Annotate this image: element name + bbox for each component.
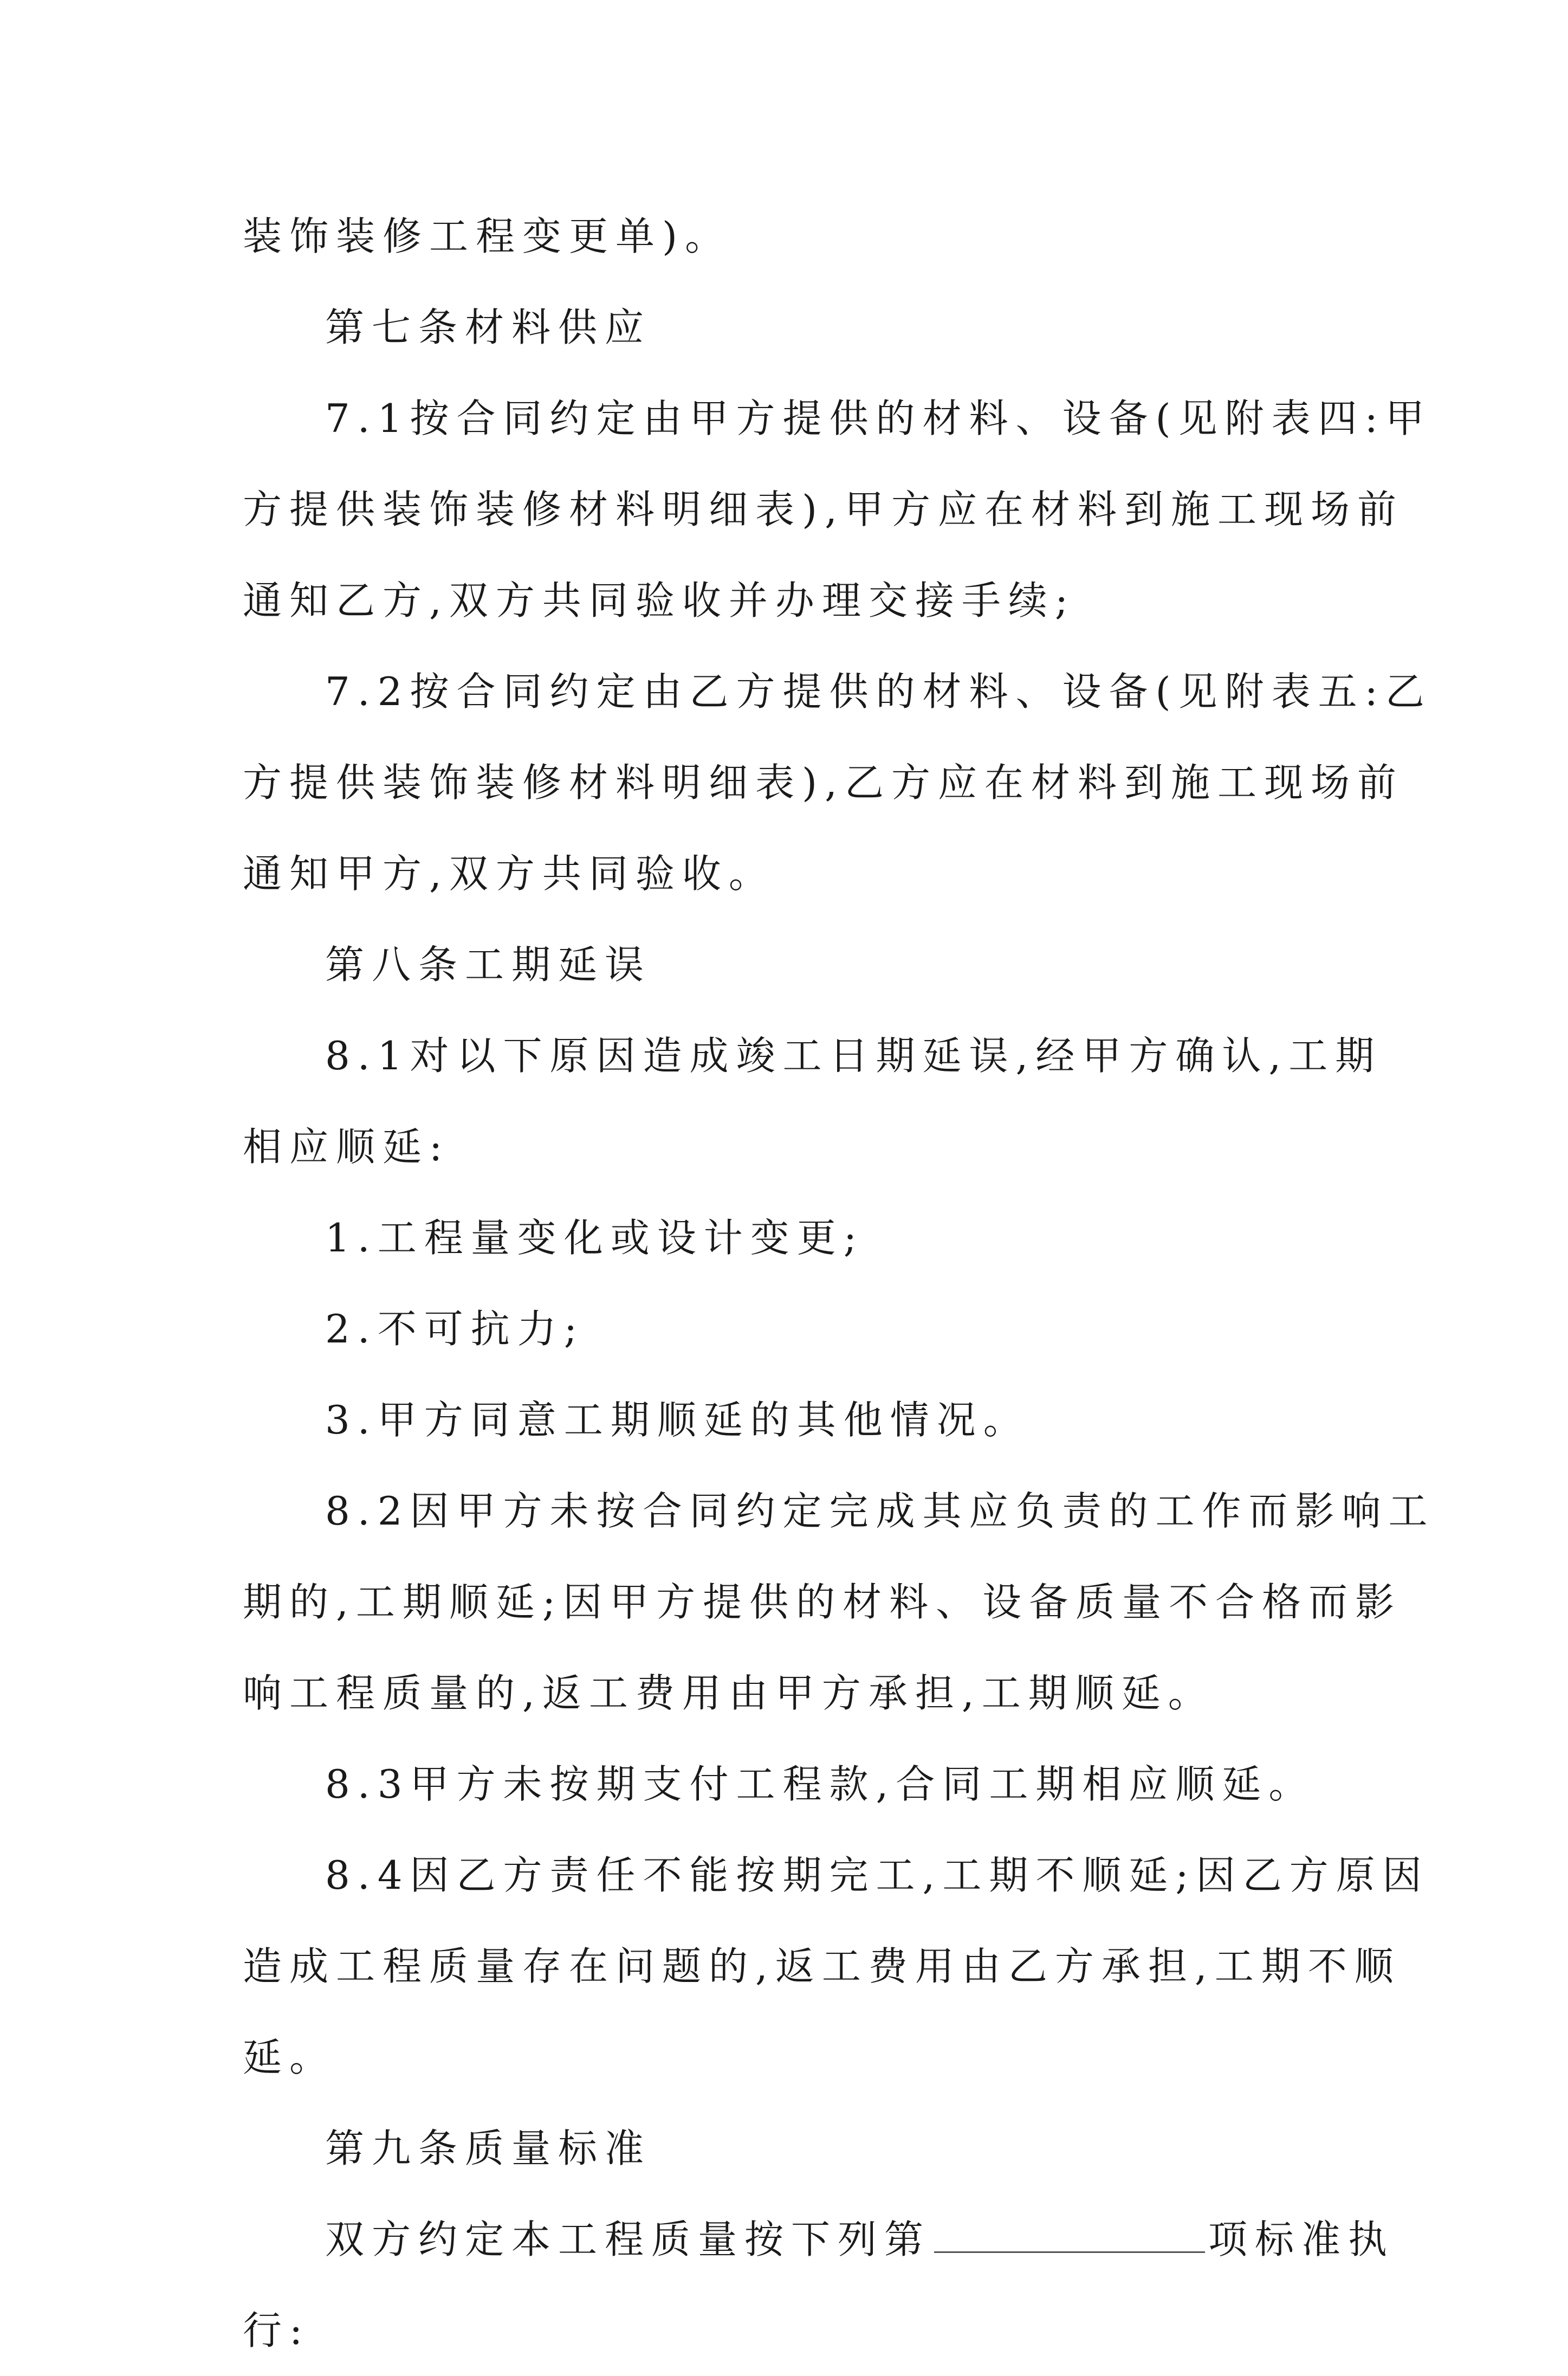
article-heading: 第九条质量标准	[325, 2126, 652, 2171]
text-line: 8.1对以下原因造成竣工日期延误,经甲方确认,工期	[325, 1033, 1382, 1079]
quality-standard-line	[243, 2194, 1395, 2285]
fill-in-blank[interactable]	[934, 2218, 1205, 2253]
text-line: 8.3甲方未按期支付工程款,合同工期相应顺延。	[325, 1761, 1316, 1807]
text-line: 7.1按合同约定由甲方提供的材料、设备(见附表四:甲	[325, 396, 1432, 441]
quality-line-after: 项标准执	[1208, 2217, 1395, 2262]
text-line: 响工程质量的,返工费用由甲方承担,工期顺延。	[243, 1670, 1215, 1716]
text-line: 8.4因乙方责任不能按期完工,工期不顺延;因乙方原因	[325, 1852, 1429, 1898]
document-body	[243, 191, 1435, 2376]
text-line: 8.2因甲方未按合同约定完成其应负责的工作而影响工	[325, 1488, 1435, 1534]
text-line: 行:	[243, 2308, 310, 2353]
text-line: 方提供装饰装修材料明细表),乙方应在材料到施工现场前	[243, 760, 1404, 805]
text-line: 相应顺延:	[243, 1124, 450, 1170]
article-heading: 第七条材料供应	[325, 305, 652, 350]
quality-line-before: 双方约定本工程质量按下列第	[325, 2217, 931, 2262]
text-line: 方提供装饰装修材料明细表),甲方应在材料到施工现场前	[243, 487, 1404, 532]
text-line: 通知乙方,双方共同验收并办理交接手续;	[243, 578, 1076, 623]
article-heading: 第八条工期延误	[325, 942, 652, 987]
text-line: 期的,工期顺延;因甲方提供的材料、设备质量不合格而影	[243, 1579, 1402, 1625]
list-item: 2.不可抗力;	[325, 1306, 585, 1352]
list-item: 3.甲方同意工期顺延的其他情况。	[325, 1397, 1030, 1443]
text-line: 通知甲方,双方共同验收。	[243, 851, 775, 896]
text-line: 延。	[243, 2035, 336, 2080]
list-item: 1.工程量变化或设计变更;	[325, 1215, 864, 1261]
text-line: 装饰装修工程变更单)。	[243, 214, 732, 259]
text-line: 造成工程质量存在问题的,返工费用由乙方承担,工期不顺	[243, 1944, 1401, 1989]
text-line: 7.2按合同约定由乙方提供的材料、设备(见附表五:乙	[325, 669, 1432, 714]
